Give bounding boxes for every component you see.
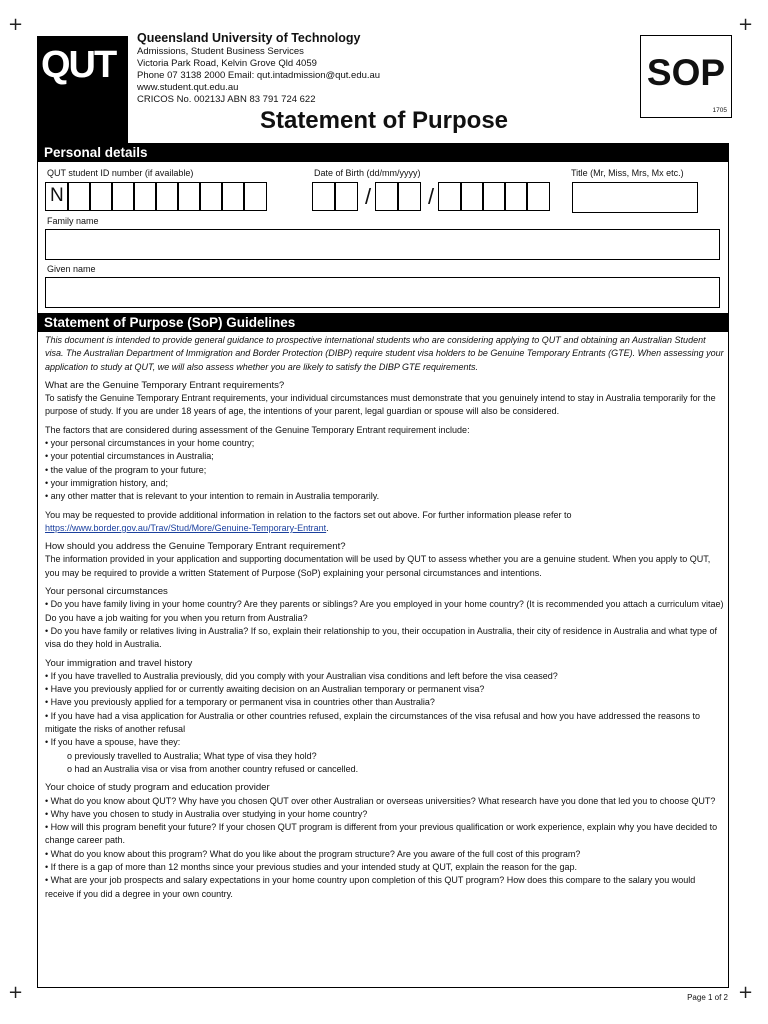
list-item: • Have you previously applied for a temporary or permanent visa in countries other than Australia? (45, 697, 435, 708)
dob-digit[interactable] (526, 182, 550, 211)
list-item: • the value of the program to your future; (45, 464, 207, 475)
link-end: . (326, 522, 329, 533)
organisation-name: Queensland University of Technology (137, 31, 361, 45)
address-line: Admissions, Student Business Services (137, 46, 304, 57)
form-code-box (640, 35, 732, 118)
dob-digit[interactable] (397, 182, 421, 211)
guidelines-body (45, 334, 725, 901)
student-id-digit[interactable] (111, 182, 135, 211)
organisation-details (137, 31, 380, 106)
paragraph: The factors that are considered during assessment of the Genuine Temporary Entrant requirement include: (45, 424, 470, 435)
page-title: Statement of Purpose (259, 107, 509, 134)
gte-link[interactable]: https://www.border.gov.au/Trav/Stud/More/Genuine-Temporary-Entrant (45, 522, 327, 533)
form-code: SOP (646, 52, 726, 93)
intro-paragraph: This document is intended to provide general guidance to prospective international students who are considering applying to QUT and obtaining an Australian Student visa. The Australian Department of Immigration and Border Protection (DIBP) require student visa holders to be Genuine Temporary Entrants (GTE). When assessing your application to study at QUT, we will also assess whether you are likely to satisfy the DIBP GTE requirements. (45, 335, 724, 372)
dob-digit[interactable] (334, 182, 358, 211)
question-address: How should you address the Genuine Temporary Entrant requirement? (45, 541, 346, 553)
dob-month-field[interactable] (375, 182, 419, 211)
crop-mark-top-left: + (8, 14, 24, 35)
list-item: • If you have had a visa application for Australia or other countries refused, explain the circumstances of the visa refusal and how you have addressed the reasons to mitigate the risks of another refusal (45, 710, 701, 735)
contact-line: Phone 07 3138 2000 Email: qut.intadmission@qut.edu.au (137, 70, 381, 81)
list-item: • If there is a gap of more than 12 months since your previous studies and your intended study at QUT, explain the reason for the gap. (45, 861, 577, 872)
student-id-digit[interactable] (221, 182, 245, 211)
dob-digit[interactable] (375, 182, 399, 211)
list-item: • your immigration history, and; (45, 477, 169, 488)
student-id-digit[interactable] (199, 182, 223, 211)
student-id-digit[interactable] (177, 182, 201, 211)
dob-separator: / (428, 184, 435, 209)
more-info-text: You may be requested to provide additional information in relation to the factors set out above. For further information please refer to (45, 509, 572, 520)
page-number: Page 1 of 2 (687, 993, 728, 1002)
question-gte: What are the Genuine Temporary Entrant requirements? (45, 379, 285, 391)
paragraph: The information provided in your application and supporting documentation will be used by QUT to assess whether you are a genuine student. When you apply to QUT, you may be required to provide a written Statement of Purpose (SoP) explaining your personal circumstances and intentions. (45, 554, 711, 578)
address-line: Victoria Park Road, Kelvin Grove Qld 4059 (137, 58, 317, 69)
dob-separator: / (365, 184, 372, 209)
dob-day-field[interactable] (312, 182, 356, 211)
list-item: • Do you have family or relatives living in Australia? If so, explain their relationship to you, their occupation in Australia, their city of residence in Australia and what type of visa do they hold in Australia. (45, 625, 718, 650)
student-id-digit[interactable] (155, 182, 179, 211)
list-item: • How will this program benefit your future? If your chosen QUT program is different from your previous qualification or work experience, explain why you have decided to change career path. (45, 822, 718, 846)
sub-list-item: o previously travelled to Australia; What type of visa they hold? (67, 750, 317, 761)
dob-digit[interactable] (438, 182, 462, 211)
list-item: • If you have a spouse, have they: (45, 737, 181, 748)
website-line: www.student.qut.edu.au (137, 82, 239, 93)
form-version: 1705 (712, 107, 727, 114)
list-item: • What do you know about QUT? Why have you chosen QUT over other Australian or overseas universities? What research have you done that led you to choose QUT? (45, 795, 716, 806)
student-id-prefix: N (45, 182, 69, 211)
given-name-label: Given name (47, 264, 96, 274)
section-immigration-history: Your immigration and travel history (45, 657, 193, 669)
guidelines-heading: Statement of Purpose (SoP) Guidelines (37, 313, 729, 332)
dob-digit[interactable] (504, 182, 528, 211)
list-item: • Why have you chosen to study in Australia over studying in your home country? (45, 808, 368, 819)
list-item: • Have you previously applied for or currently awaiting decision on an Australian temporary or permanent visa? (45, 684, 485, 695)
list-item: • What do you know about this program? What do you like about the program structure? Are you aware of the full cost of this program? (45, 848, 581, 859)
section-personal-circumstances: Your personal circumstances (45, 586, 168, 598)
dob-year-field[interactable] (438, 182, 548, 211)
crop-mark-bottom-right: + (738, 982, 754, 1003)
dob-digit[interactable] (312, 182, 336, 211)
student-id-digit[interactable] (67, 182, 91, 211)
title-label: Title (Mr, Miss, Mrs, Mx etc.) (571, 168, 684, 178)
crop-mark-bottom-left: + (8, 982, 24, 1003)
dob-digit[interactable] (482, 182, 506, 211)
student-id-digit[interactable] (133, 182, 157, 211)
student-id-digit[interactable] (243, 182, 267, 211)
list-item: • If you have travelled to Australia previously, did you comply with your Australian visa conditions and left before the visa ceased? (45, 670, 558, 681)
personal-details-heading: Personal details (37, 143, 729, 162)
dob-digit[interactable] (460, 182, 484, 211)
crop-mark-top-right: + (738, 14, 754, 35)
cricos-line: CRICOS No. 00213J ABN 83 791 724 622 (137, 94, 316, 105)
list-item: • any other matter that is relevant to your intention to remain in Australia temporarily. (45, 491, 380, 502)
student-id-digit[interactable] (89, 182, 113, 211)
given-name-field[interactable] (45, 277, 720, 308)
list-item: • your potential circumstances in Australia; (45, 451, 214, 462)
family-name-label: Family name (47, 216, 99, 226)
title-field[interactable] (572, 182, 698, 213)
student-id-field[interactable] (45, 182, 265, 211)
paragraph: To satisfy the Genuine Temporary Entrant requirements, your individual circumstances must demonstrate that you genuinely intend to stay in Australia temporarily for the purpose of study. If you are under 18 years of age, the intentions of your parent, legal guardian or spouse will also be considered. (45, 393, 716, 417)
dob-label: Date of Birth (dd/mm/yyyy) (314, 168, 421, 178)
list-item: • What are your job prospects and salary expectations in your home country upon completion of this QUT program? How does this compare to the salary you would receive if you did a degree in your own country. (45, 875, 696, 899)
paragraph (45, 509, 725, 536)
list-item: • your personal circumstances in your home country; (45, 438, 255, 449)
student-id-label: QUT student ID number (if available) (47, 168, 194, 178)
section-study-choice: Your choice of study program and education provider (45, 782, 270, 794)
qut-logo: QUT (37, 36, 128, 143)
family-name-field[interactable] (45, 229, 720, 260)
list-item: • Do you have family living in your home country? Are they parents or siblings? Are you employed in your home country? (It is recommended you attach a curriculum vitae) Do you have a job waiting for you when you return from Australia? (45, 599, 724, 623)
sub-list-item: o had an Australia visa or visa from another country refused or cancelled. (67, 763, 359, 774)
